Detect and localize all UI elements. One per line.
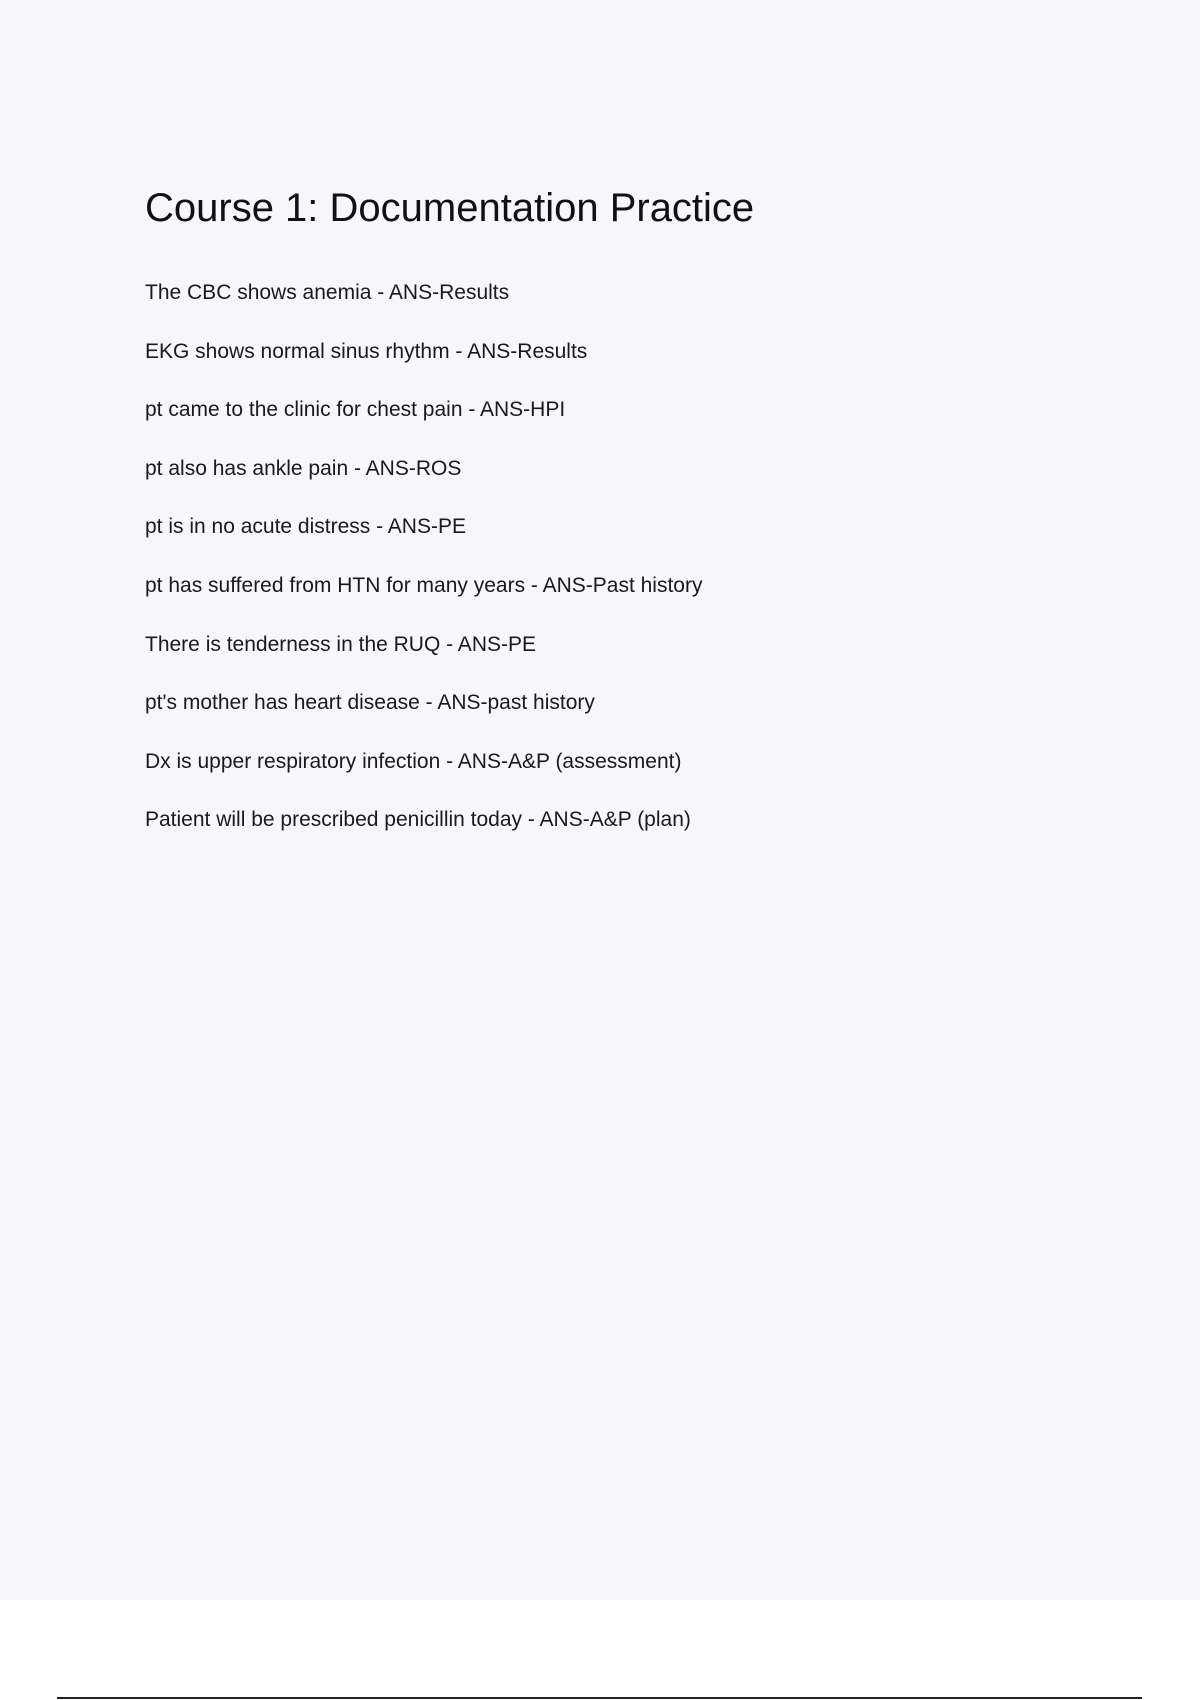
footer-divider [57,1697,1142,1699]
qa-item: EKG shows normal sinus rhythm - ANS-Results [145,339,588,363]
qa-item: Patient will be prescribed penicillin today - ANS-A&P (plan) [145,808,691,832]
qa-item: pt has suffered from HTN for many years - ANS-Past history [145,573,703,597]
qa-item: pt is in no acute distress - ANS-PE [145,515,466,539]
qa-item: pt also has ankle pain - ANS-ROS [145,456,462,480]
qa-item: pt's mother has heart disease - ANS-past history [145,691,595,715]
qa-item: pt came to the clinic for chest pain - ANS-HPI [145,398,566,422]
qa-item: There is tenderness in the RUQ - ANS-PE [145,632,536,656]
page-title: Course 1: Documentation Practice [145,186,755,230]
qa-item: Dx is upper respiratory infection - ANS-A&P (assessment) [145,749,682,773]
qa-item: The CBC shows anemia - ANS-Results [145,281,510,304]
qa-list [145,278,702,864]
